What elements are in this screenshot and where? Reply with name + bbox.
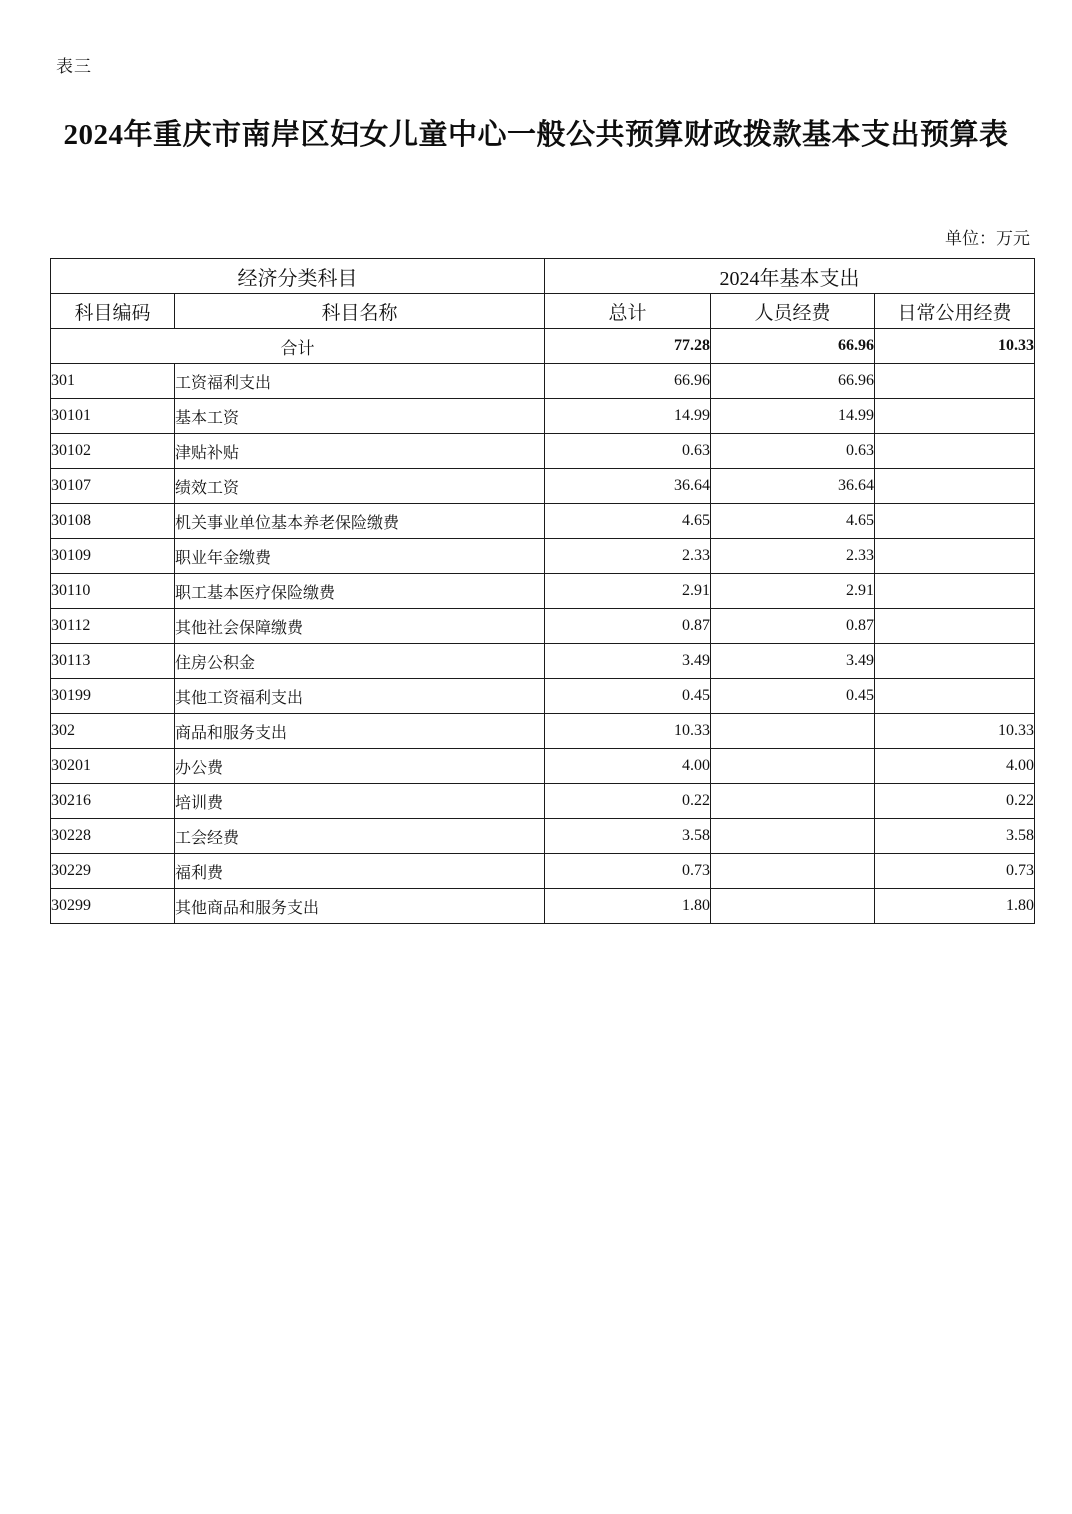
cell-name: 办公费 <box>175 749 545 784</box>
cell-code: 30228 <box>51 819 175 854</box>
cell-personnel: 66.96 <box>711 364 875 399</box>
cell-code: 30113 <box>51 644 175 679</box>
cell-total: 0.73 <box>545 854 711 889</box>
cell-daily <box>875 399 1035 434</box>
table-row <box>51 434 1035 469</box>
cell-personnel: 0.45 <box>711 679 875 714</box>
cell-code: 30201 <box>51 749 175 784</box>
cell-total: 36.64 <box>545 469 711 504</box>
total-row-total: 77.28 <box>545 329 711 364</box>
cell-name: 商品和服务支出 <box>175 714 545 749</box>
cell-name: 职工基本医疗保险缴费 <box>175 574 545 609</box>
cell-daily: 0.22 <box>875 784 1035 819</box>
cell-total: 0.22 <box>545 784 711 819</box>
cell-personnel: 0.63 <box>711 434 875 469</box>
table-header-column-row <box>51 294 1035 329</box>
cell-daily <box>875 504 1035 539</box>
total-row-label: 合计 <box>51 329 545 364</box>
cell-total: 66.96 <box>545 364 711 399</box>
sheet-label: 表三 <box>56 57 92 76</box>
table-header-group-row <box>51 259 1035 294</box>
table-row <box>51 644 1035 679</box>
header-basic-expenditure-2024: 2024年基本支出 <box>545 259 1035 294</box>
table-row <box>51 819 1035 854</box>
cell-daily <box>875 609 1035 644</box>
cell-code: 30112 <box>51 609 175 644</box>
cell-code: 30299 <box>51 889 175 924</box>
cell-name: 培训费 <box>175 784 545 819</box>
cell-code: 30109 <box>51 539 175 574</box>
cell-personnel: 0.87 <box>711 609 875 644</box>
table-row <box>51 889 1035 924</box>
table-row <box>51 469 1035 504</box>
cell-total: 10.33 <box>545 714 711 749</box>
cell-code: 302 <box>51 714 175 749</box>
cell-daily <box>875 469 1035 504</box>
cell-total: 1.80 <box>545 889 711 924</box>
cell-daily: 0.73 <box>875 854 1035 889</box>
table-row <box>51 504 1035 539</box>
cell-total: 2.33 <box>545 539 711 574</box>
cell-total: 2.91 <box>545 574 711 609</box>
total-row-daily: 10.33 <box>875 329 1035 364</box>
cell-name: 津贴补贴 <box>175 434 545 469</box>
cell-personnel <box>711 889 875 924</box>
table-row <box>51 854 1035 889</box>
unit-note: 单位：万元 <box>945 229 1030 248</box>
cell-personnel <box>711 749 875 784</box>
header-column-total: 总计 <box>545 294 711 329</box>
cell-total: 0.63 <box>545 434 711 469</box>
cell-name: 住房公积金 <box>175 644 545 679</box>
cell-code: 30199 <box>51 679 175 714</box>
cell-name: 绩效工资 <box>175 469 545 504</box>
table-row <box>51 784 1035 819</box>
table-row <box>51 539 1035 574</box>
cell-total: 0.87 <box>545 609 711 644</box>
cell-name: 福利费 <box>175 854 545 889</box>
cell-name: 其他社会保障缴费 <box>175 609 545 644</box>
table-header <box>51 259 1035 329</box>
cell-code: 301 <box>51 364 175 399</box>
cell-personnel <box>711 714 875 749</box>
cell-name: 机关事业单位基本养老保险缴费 <box>175 504 545 539</box>
cell-daily <box>875 679 1035 714</box>
table-body <box>51 329 1035 924</box>
cell-total: 3.58 <box>545 819 711 854</box>
cell-name: 其他工资福利支出 <box>175 679 545 714</box>
table-row <box>51 679 1035 714</box>
cell-personnel: 3.49 <box>711 644 875 679</box>
page-title: 2024年重庆市南岸区妇女儿童中心一般公共预算财政拨款基本支出预算表 <box>63 119 1009 151</box>
cell-code: 30107 <box>51 469 175 504</box>
cell-code: 30110 <box>51 574 175 609</box>
cell-total: 4.00 <box>545 749 711 784</box>
cell-personnel: 14.99 <box>711 399 875 434</box>
cell-total: 4.65 <box>545 504 711 539</box>
table-row <box>51 574 1035 609</box>
cell-total: 3.49 <box>545 644 711 679</box>
cell-personnel: 2.91 <box>711 574 875 609</box>
cell-personnel: 2.33 <box>711 539 875 574</box>
table-row <box>51 364 1035 399</box>
table-row <box>51 609 1035 644</box>
cell-name: 工资福利支出 <box>175 364 545 399</box>
cell-name: 职业年金缴费 <box>175 539 545 574</box>
cell-personnel: 36.64 <box>711 469 875 504</box>
header-column-code: 科目编码 <box>51 294 175 329</box>
cell-personnel <box>711 854 875 889</box>
budget-table <box>50 258 1035 924</box>
total-row-personnel: 66.96 <box>711 329 875 364</box>
header-economic-category: 经济分类科目 <box>51 259 545 294</box>
cell-code: 30101 <box>51 399 175 434</box>
cell-personnel: 4.65 <box>711 504 875 539</box>
budget-table-container <box>50 258 1034 924</box>
cell-personnel <box>711 819 875 854</box>
cell-daily: 10.33 <box>875 714 1035 749</box>
table-row-total <box>51 329 1035 364</box>
cell-name: 基本工资 <box>175 399 545 434</box>
cell-daily: 4.00 <box>875 749 1035 784</box>
cell-daily <box>875 574 1035 609</box>
cell-total: 14.99 <box>545 399 711 434</box>
cell-daily <box>875 434 1035 469</box>
cell-code: 30108 <box>51 504 175 539</box>
cell-name: 工会经费 <box>175 819 545 854</box>
cell-total: 0.45 <box>545 679 711 714</box>
header-column-personnel: 人员经费 <box>711 294 875 329</box>
header-column-daily: 日常公用经费 <box>875 294 1035 329</box>
cell-code: 30229 <box>51 854 175 889</box>
table-row <box>51 399 1035 434</box>
header-column-name: 科目名称 <box>175 294 545 329</box>
cell-daily <box>875 539 1035 574</box>
cell-personnel <box>711 784 875 819</box>
table-row <box>51 714 1035 749</box>
cell-code: 30216 <box>51 784 175 819</box>
cell-daily <box>875 364 1035 399</box>
cell-daily <box>875 644 1035 679</box>
cell-code: 30102 <box>51 434 175 469</box>
cell-daily: 1.80 <box>875 889 1035 924</box>
cell-name: 其他商品和服务支出 <box>175 889 545 924</box>
cell-daily: 3.58 <box>875 819 1035 854</box>
table-row <box>51 749 1035 784</box>
